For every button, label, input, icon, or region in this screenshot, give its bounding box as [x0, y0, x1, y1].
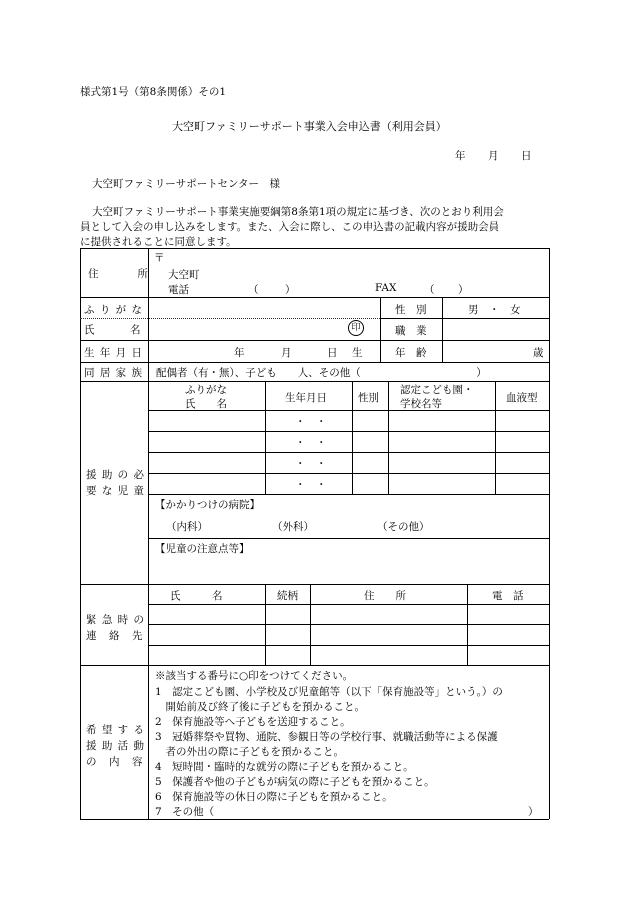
- gender-options[interactable]: 男 ・ 女: [468, 304, 521, 316]
- children-label-line1: 援 助 の 必: [86, 469, 146, 481]
- intro-text-line3: に提供されることに同意します。: [80, 236, 237, 248]
- desired-item-4[interactable]: 4 短時間・臨時的な就労の際に子どもを預かること。: [155, 761, 414, 773]
- fax-paren-close: ）: [458, 284, 469, 296]
- postal-mark: 〒: [154, 252, 165, 264]
- child-row3-date-dots: ・ ・: [295, 458, 327, 470]
- hospital-internal: （内科）: [166, 521, 208, 533]
- emergency-col-phone: 電 話: [492, 590, 524, 602]
- address-label: 住 所: [88, 268, 154, 280]
- intro-text-line1: 大空町ファミリーサポート事業実施要綱第8条第1項の規定に基づき、次のとおり利用会: [92, 206, 504, 218]
- desired-label-line3: の 内 容: [86, 756, 144, 768]
- gender-label: 性 別: [395, 304, 427, 316]
- desired-item-7-close: ）: [528, 806, 539, 818]
- birth-year-label: 年: [234, 347, 245, 359]
- desired-item-3b: 者の外出の際に子どもを預かること。: [155, 746, 344, 758]
- seal-mark-icon: 印: [348, 320, 364, 336]
- col-child-name: 氏 名: [185, 398, 227, 410]
- col-birthdate: 生年月日: [285, 392, 327, 404]
- emergency-col-relation: 続柄: [277, 590, 298, 602]
- address-town: 大空町: [168, 269, 200, 281]
- intro-text-line2: 員として入会の申し込みをします。また、入会に際し、この申込書の記載内容が援助会員: [80, 221, 500, 233]
- desired-item-1b: 開始前及び終了後に子どもを預かること。: [155, 701, 365, 713]
- child-row2-date-dots: ・ ・: [295, 437, 327, 449]
- age-unit: 歳: [533, 347, 544, 359]
- furigana-label: ふ り が な: [84, 304, 144, 316]
- desired-instruction: ※該当する番号に○印をつけてください。: [155, 670, 354, 682]
- birth-month-label: 月: [281, 347, 292, 359]
- children-label-line2: 要 な 児 童: [86, 485, 146, 497]
- form-number: 様式第1号（第8条関係）その1: [80, 86, 227, 98]
- hospital-surgery: （外科）: [272, 521, 314, 533]
- hospital-heading: 【かかりつけの病院】: [155, 499, 260, 511]
- birth-born-label: 生: [352, 347, 363, 359]
- emergency-col-address: 住 所: [364, 590, 406, 602]
- desired-item-1a[interactable]: 1 認定こども園、小学校及び児童館等（以下「保育施設等」という。）の: [155, 686, 503, 698]
- addressee: 大空町ファミリーサポートセンター 様: [92, 178, 281, 190]
- date-year-label: 年: [455, 150, 466, 162]
- name-label: 氏 名: [84, 324, 142, 336]
- child-row1-date-dots: ・ ・: [295, 416, 327, 428]
- phone-label: 電話: [168, 284, 189, 296]
- date-day-label: 日: [521, 150, 532, 162]
- emergency-label-line2: 連 絡 先: [86, 630, 144, 642]
- col-school-line2: 学校名等: [400, 398, 442, 410]
- notes-heading: 【児童の注意点等】: [155, 543, 250, 555]
- family-content[interactable]: 配偶者（有・無）、子ども 人、その他（ ）: [156, 367, 487, 379]
- desired-label-line1: 希 望 す る: [86, 724, 146, 736]
- age-label: 年 齢: [395, 347, 427, 359]
- hospital-other: （その他）: [377, 521, 430, 533]
- desired-label-line2: 援 助 活 動: [86, 740, 146, 752]
- phone-paren-close: ）: [285, 284, 296, 296]
- emergency-col-name: 氏 名: [170, 590, 223, 602]
- fax-paren-open: （: [424, 284, 435, 296]
- occupation-label: 職 業: [395, 325, 427, 337]
- col-blood-type: 血液型: [506, 392, 538, 404]
- desired-item-7[interactable]: 7 その他（: [155, 806, 215, 818]
- child-row4-date-dots: ・ ・: [295, 479, 327, 491]
- col-gender: 性別: [358, 392, 379, 404]
- desired-item-5[interactable]: 5 保護者や他の子どもが病気の際に子どもを預かること。: [155, 776, 435, 788]
- desired-item-6[interactable]: 6 保育施設等の休日の際に子どもを預かること。: [155, 791, 393, 803]
- col-furigana: ふりがな: [185, 384, 227, 396]
- emergency-label-line1: 緊 急 時 の: [86, 614, 146, 626]
- phone-paren-open: （: [248, 284, 259, 296]
- fax-label: FAX: [375, 282, 397, 294]
- desired-item-3a[interactable]: 3 冠婚葬祭や買物、通院、参観日等の学校行事、就職活動等による保護: [155, 731, 498, 743]
- col-school-line1: 認定こども園・: [400, 384, 474, 396]
- birthdate-label: 生 年 月 日: [84, 347, 144, 359]
- form-title: 大空町ファミリーサポート事業入会申込書（利用会員）: [172, 120, 447, 133]
- birth-day-label: 日: [327, 347, 338, 359]
- date-month-label: 月: [488, 150, 499, 162]
- family-label: 同 居 家 族: [84, 367, 144, 379]
- desired-item-2[interactable]: 2 保育施設等へ子どもを送迎すること。: [155, 716, 351, 728]
